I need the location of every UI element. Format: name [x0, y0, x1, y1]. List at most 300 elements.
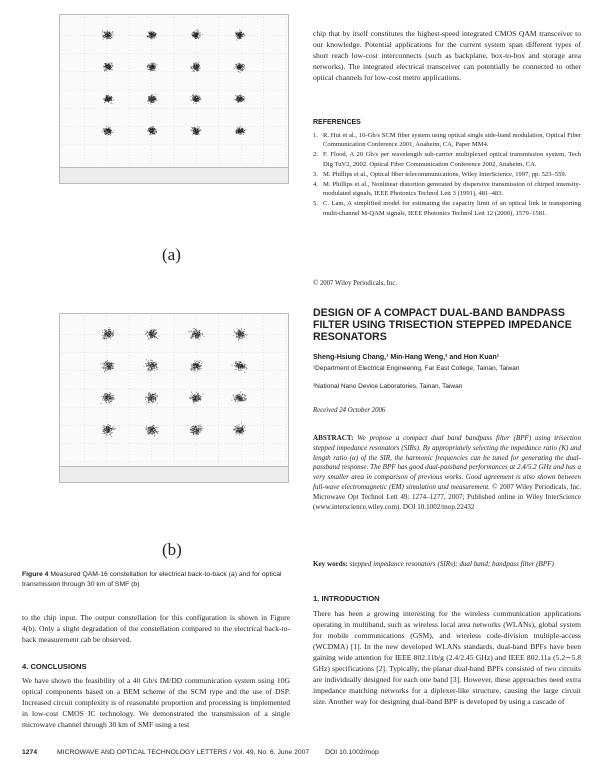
constellation-sample — [111, 363, 112, 364]
constellation-sample — [193, 67, 194, 68]
constellation-sample — [108, 36, 109, 37]
constellation-sample — [104, 431, 105, 432]
constellation-sample — [195, 98, 196, 99]
constellation-sample — [109, 331, 110, 332]
constellation-sample — [106, 34, 107, 35]
constellation-sample — [155, 134, 156, 135]
constellation-sample — [244, 66, 245, 67]
constellation-sample — [193, 432, 194, 433]
constellation-sample — [203, 336, 204, 337]
constellation-sample — [242, 127, 243, 128]
constellation-sample — [105, 393, 106, 394]
constellation-sample — [238, 329, 239, 330]
constellation-sample — [102, 131, 103, 132]
constellation-sample — [151, 126, 152, 127]
constellation-sample — [151, 399, 152, 400]
constellation-sample — [113, 426, 114, 427]
constellation-sample — [246, 129, 247, 130]
constellation-sample — [105, 101, 106, 102]
constellation-sample — [109, 394, 110, 395]
constellation-sample — [106, 334, 107, 335]
constellation-sample — [112, 363, 113, 364]
constellation-sample — [236, 362, 237, 363]
constellation-sample — [148, 31, 149, 32]
constellation-sample — [107, 31, 108, 32]
constellation-sample — [191, 392, 192, 393]
constellation-sample — [103, 367, 104, 368]
constellation-sample — [108, 337, 109, 338]
constellation-sample — [104, 37, 105, 38]
constellation-sample — [235, 362, 236, 363]
constellation-sample — [152, 360, 153, 361]
constellation-sample — [113, 99, 114, 100]
constellation-sample — [151, 336, 152, 337]
constellation-sample — [190, 395, 191, 396]
constellation-sample — [239, 30, 240, 31]
constellation-sample — [193, 66, 194, 67]
constellation-sample — [239, 368, 240, 369]
constellation-sample — [191, 100, 192, 101]
constellation-sample — [196, 36, 197, 37]
constellation-sample — [153, 428, 154, 429]
constellation-sample — [111, 428, 112, 429]
constellation-sample — [104, 365, 105, 366]
constellation-sample — [146, 396, 147, 397]
constellation-sample — [114, 399, 115, 400]
constellation-sample — [147, 332, 148, 333]
constellation-sample — [239, 63, 240, 64]
received-date: Received 24 October 2006 — [313, 407, 386, 414]
constellation-sample — [105, 34, 106, 35]
constellation-sample — [111, 63, 112, 64]
constellation-sample — [105, 432, 106, 433]
constellation-sample — [149, 65, 150, 66]
constellation-sample — [232, 364, 233, 365]
constellation-sample — [244, 426, 245, 427]
constellation-sample — [104, 433, 105, 434]
constellation-sample — [155, 362, 156, 363]
constellation-sample — [236, 334, 237, 335]
constellation-sample — [198, 398, 199, 399]
constellation-sample — [155, 394, 156, 395]
constellation-sample — [244, 130, 245, 131]
constellation-sample — [198, 62, 199, 63]
constellation-sample — [200, 366, 201, 367]
reference-text: M. Phillips et al., Nonlinear distortion generated by dispersive transmission of chirped intensity-modulated signals, IEEE Photonics Technol Lett 3 (1991), 481–483. — [323, 181, 581, 198]
constellation-sample — [152, 394, 153, 395]
constellation-sample — [147, 365, 148, 366]
constellation-sample — [240, 428, 241, 429]
constellation-sample — [193, 369, 194, 370]
constellation-sample — [242, 393, 243, 394]
constellation-sample — [108, 327, 109, 328]
constellation-sample — [150, 430, 151, 431]
constellation-sample — [150, 428, 151, 429]
constellation-sample — [148, 397, 149, 398]
constellation-sample — [156, 367, 157, 368]
constellation-sample — [108, 134, 109, 135]
constellation-sample — [106, 434, 107, 435]
constellation-sample — [113, 429, 114, 430]
constellation-sample — [102, 332, 103, 333]
constellation-sample — [152, 63, 153, 64]
constellation-sample — [110, 135, 111, 136]
constellation-sample — [198, 396, 199, 397]
constellation-sample — [193, 426, 194, 427]
constellation-sample — [110, 425, 111, 426]
constellation-sample — [104, 427, 105, 428]
constellation-sample — [242, 336, 243, 337]
constellation-sample — [240, 399, 241, 400]
constellation-sample — [241, 370, 242, 371]
constellation-sample — [193, 97, 194, 98]
constellation-sample — [193, 130, 194, 131]
reference-item — [313, 150, 581, 168]
constellation-sample — [106, 70, 107, 71]
constellation-sample — [195, 398, 196, 399]
constellation-sample — [150, 103, 151, 104]
constellation-sample — [238, 335, 239, 336]
constellation-sample — [154, 435, 155, 436]
constellation-sample — [110, 332, 111, 333]
constellation-sample — [151, 365, 152, 366]
constellation-sample — [106, 428, 107, 429]
reference-list — [313, 131, 581, 219]
constellation-sample — [110, 335, 111, 336]
constellation-sample — [193, 68, 194, 69]
constellation-sample — [236, 398, 237, 399]
constellation-sample — [198, 37, 199, 38]
constellation-sample — [199, 32, 200, 33]
constellation-sample — [193, 398, 194, 399]
constellation-sample — [149, 332, 150, 333]
constellation-sample — [239, 32, 240, 33]
constellation-sample — [235, 397, 236, 398]
constellation-sample — [155, 365, 156, 366]
constellation-sample — [192, 36, 193, 37]
constellation-sample — [149, 392, 150, 393]
constellation-sample — [190, 429, 191, 430]
constellation-sample — [198, 429, 199, 430]
constellation-sample — [241, 129, 242, 130]
constellation-sample — [154, 401, 155, 402]
constellation-sample — [198, 401, 199, 402]
constellation-sample — [198, 431, 199, 432]
constellation-sample — [109, 131, 110, 132]
constellation-sample — [196, 127, 197, 128]
constellation-sample — [238, 102, 239, 103]
constellation-sample — [242, 434, 243, 435]
constellation-sample — [195, 400, 196, 401]
constellation-sample — [200, 336, 201, 337]
constellation-sample — [102, 32, 103, 33]
constellation-sample — [246, 335, 247, 336]
constellation-sample — [108, 329, 109, 330]
constellation-sample — [107, 130, 108, 131]
constellation-sample — [150, 431, 151, 432]
constellation-sample — [239, 134, 240, 135]
constellation-sample — [105, 363, 106, 364]
constellation-sample — [153, 398, 154, 399]
constellation-sample — [241, 367, 242, 368]
constellation-sample — [105, 66, 106, 67]
constellation-sample — [231, 400, 232, 401]
constellation-sample — [151, 400, 152, 401]
constellation-sample — [193, 334, 194, 335]
constellation-sample — [241, 66, 242, 67]
constellation-sample — [195, 94, 196, 95]
constellation-sample — [191, 331, 192, 332]
doi: DOI 10.1002/mop — [325, 749, 379, 756]
constellation-sample — [193, 100, 194, 101]
constellation-sample — [199, 330, 200, 331]
constellation-sample — [109, 32, 110, 33]
constellation-sample — [113, 330, 114, 331]
constellation-sample — [199, 362, 200, 363]
constellation-sample — [237, 127, 238, 128]
constellation-sample — [112, 364, 113, 365]
constellation-sample — [193, 98, 194, 99]
constellation-sample — [194, 396, 195, 397]
constellation-sample — [105, 100, 106, 101]
constellation-sample — [194, 400, 195, 401]
constellation-sample — [238, 126, 239, 127]
constellation-sample — [236, 427, 237, 428]
constellation-sample — [112, 132, 113, 133]
constellation-sample — [239, 427, 240, 428]
constellation-sample — [104, 429, 105, 430]
constellation-sample — [106, 332, 107, 333]
constellation-sample — [146, 397, 147, 398]
constellation-sample — [191, 34, 192, 35]
constellation-sample — [236, 365, 237, 366]
constellation-sample — [155, 430, 156, 431]
constellation-sample — [107, 98, 108, 99]
constellation-sample — [239, 34, 240, 35]
constellation-sample — [243, 431, 244, 432]
constellation-sample — [239, 331, 240, 332]
constellation-sample — [101, 367, 102, 368]
constellation-sample — [156, 64, 157, 65]
constellation-sample — [106, 400, 107, 401]
constellation-sample — [148, 402, 149, 403]
constellation-sample — [241, 335, 242, 336]
constellation-sample — [192, 393, 193, 394]
constellation-sample — [106, 126, 107, 127]
constellation-sample — [148, 100, 149, 101]
page-footer — [22, 749, 582, 756]
constellation-sample — [149, 429, 150, 430]
constellation-sample — [196, 392, 197, 393]
constellation-sample — [147, 36, 148, 37]
constellation-sample — [154, 38, 155, 39]
constellation-sample — [104, 371, 105, 372]
constellation-sample — [147, 427, 148, 428]
constellation-sample — [107, 430, 108, 431]
constellation-sample — [153, 65, 154, 66]
constellation-sample — [104, 66, 105, 67]
constellation-sample — [103, 396, 104, 397]
constellation-sample — [151, 429, 152, 430]
constellation-sample — [107, 360, 108, 361]
constellation-sample — [196, 70, 197, 71]
constellation-sample — [109, 402, 110, 403]
constellation-sample — [189, 397, 190, 398]
constellation-sample — [238, 369, 239, 370]
constellation-sample — [198, 100, 199, 101]
constellation-sample — [195, 397, 196, 398]
constellation-sample — [240, 32, 241, 33]
constellation-sample — [236, 99, 237, 100]
constellation-sample — [109, 363, 110, 364]
constellation-sample — [192, 34, 193, 35]
constellation-sample — [103, 338, 104, 339]
constellation-sample — [104, 363, 105, 364]
constellation-sample — [238, 424, 239, 425]
reference-text: R. Hui et al., 10-Gb/s SCM fiber system using optical single side-band modulation, Optical Fiber Communication Conference 2001, Anaheim, CA, Paper MM4. — [323, 132, 581, 149]
constellation-sample — [152, 433, 153, 434]
constellation-sample — [197, 129, 198, 130]
reference-text: F. Flood, A 20 Gb/s per wavelength sub-carrier multiplexed optical transmission system, Tech Dig TuV2, 2002. Optical Fiber Communication Conference 2002, Anaheim, CA. — [323, 151, 581, 168]
constellation-sample — [149, 331, 150, 332]
constellation-sample — [243, 337, 244, 338]
constellation-sample — [201, 368, 202, 369]
constellation-sample — [198, 432, 199, 433]
reference-item — [313, 199, 581, 217]
constellation-sample — [149, 99, 150, 100]
constellation-sample — [238, 339, 239, 340]
constellation-sample — [154, 433, 155, 434]
constellation-sample — [106, 431, 107, 432]
constellation-sample — [153, 329, 154, 330]
constellation-sample — [245, 334, 246, 335]
constellation-plot-a — [59, 14, 289, 184]
constellation-sample — [153, 364, 154, 365]
constellation-sample — [244, 398, 245, 399]
constellation-sample — [109, 69, 110, 70]
constellation-sample — [105, 134, 106, 135]
constellation-sample — [154, 68, 155, 69]
constellation-sample — [156, 427, 157, 428]
constellation-sample — [149, 369, 150, 370]
constellation-sample — [150, 426, 151, 427]
constellation-sample — [234, 361, 235, 362]
author-list: Sheng-Hsiung Chang,¹ Min-Hang Weng,² and Hon Kuan¹ — [313, 354, 500, 361]
constellation-sample — [108, 424, 109, 425]
constellation-sample — [152, 401, 153, 402]
constellation-sample — [247, 334, 248, 335]
constellation-sample — [113, 335, 114, 336]
constellation-sample — [150, 133, 151, 134]
constellation-sample — [197, 361, 198, 362]
constellation-sample — [106, 365, 107, 366]
constellation-sample — [103, 65, 104, 66]
constellation-sample — [197, 332, 198, 333]
constellation-sample — [103, 99, 104, 100]
constellation-sample — [110, 133, 111, 134]
constellation-sample — [110, 330, 111, 331]
constellation-sample — [113, 331, 114, 332]
constellation-sample — [146, 363, 147, 364]
constellation-sample — [106, 95, 107, 96]
constellation-sample — [110, 338, 111, 339]
constellation-sample — [240, 336, 241, 337]
constellation-sample — [155, 35, 156, 36]
constellation-sample — [199, 339, 200, 340]
abstract-citation: © 2007 Wiley Periodicals, Inc. Microwave Opt Technol Lett 49: 1274–1277, 2007; Published online in Wiley InterScience (www.interscience.wiley.com). DOI 10.1002/mop.22432 — [313, 482, 581, 511]
constellation-sample — [235, 369, 236, 370]
constellation-sample — [145, 363, 146, 364]
constellation-sample — [190, 398, 191, 399]
constellation-sample — [243, 134, 244, 135]
affiliation-1: ¹Department of Electrical Engineering, Far East College, Tainan, Taiwan — [313, 365, 520, 372]
constellation-sample — [194, 32, 195, 33]
constellation-sample — [200, 129, 201, 130]
constellation-sample — [152, 368, 153, 369]
constellation-sample — [194, 333, 195, 334]
constellation-sample — [198, 368, 199, 369]
constellation-sample — [151, 65, 152, 66]
constellation-sample — [104, 330, 105, 331]
constellation-sample — [149, 33, 150, 34]
constellation-sample — [195, 103, 196, 104]
constellation-sample — [194, 37, 195, 38]
constellation-sample — [106, 398, 107, 399]
constellation-sample — [105, 361, 106, 362]
constellation-sample — [106, 39, 107, 40]
constellation-sample — [244, 395, 245, 396]
constellation-sample — [237, 66, 238, 67]
constellation-sample — [152, 337, 153, 338]
constellation-sample — [105, 362, 106, 363]
constellation-sample — [147, 361, 148, 362]
constellation-sample — [239, 66, 240, 67]
constellation-sample — [111, 129, 112, 130]
constellation-sample — [235, 399, 236, 400]
constellation-sample — [107, 398, 108, 399]
constellation-sample — [110, 65, 111, 66]
constellation-sample — [191, 130, 192, 131]
constellation-sample — [239, 99, 240, 100]
constellation-sample — [154, 36, 155, 37]
constellation-sample — [190, 96, 191, 97]
constellation-sample — [108, 38, 109, 39]
constellation-sample — [110, 32, 111, 33]
constellation-sample — [148, 399, 149, 400]
constellation-sample — [105, 97, 106, 98]
constellation-sample — [195, 128, 196, 129]
constellation-sample — [149, 101, 150, 102]
conclusions-heading: 4. CONCLUSIONS — [22, 662, 87, 671]
constellation-sample — [197, 371, 198, 372]
constellation-sample — [158, 431, 159, 432]
constellation-sample — [192, 430, 193, 431]
constellation-sample — [150, 395, 151, 396]
constellation-sample — [112, 32, 113, 33]
constellation-sample — [147, 131, 148, 132]
panel-label-a: (a) — [162, 245, 181, 264]
constellation-sample — [195, 65, 196, 66]
constellation-sample — [154, 362, 155, 363]
constellation-sample — [153, 362, 154, 363]
constellation-sample — [102, 433, 103, 434]
constellation-sample — [109, 130, 110, 131]
constellation-sample — [102, 337, 103, 338]
constellation-sample — [201, 396, 202, 397]
constellation-sample — [108, 429, 109, 430]
constellation-sample — [146, 429, 147, 430]
constellation-sample — [191, 66, 192, 67]
